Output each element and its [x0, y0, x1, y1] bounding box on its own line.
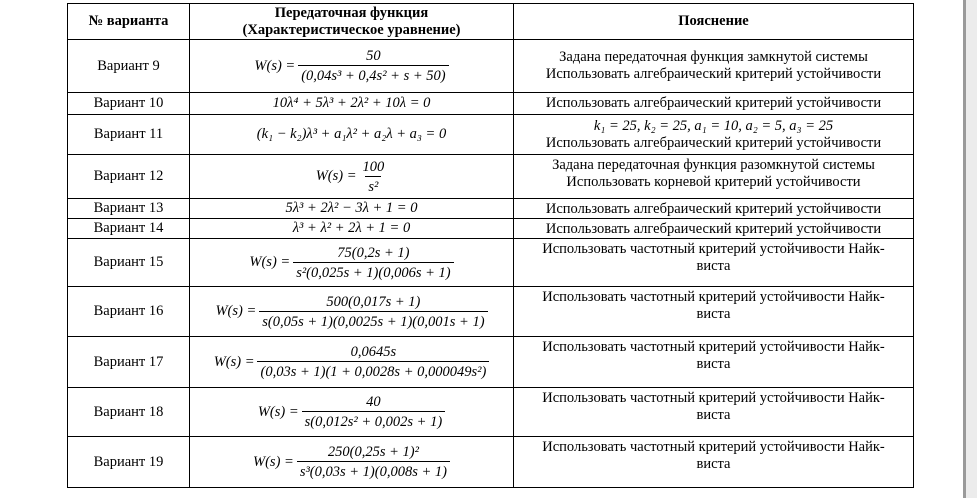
- characteristic-equation: 10λ⁴ + 5λ³ + 2λ² + 10λ = 0: [190, 93, 514, 115]
- explanation-cell: [514, 93, 914, 115]
- variant-cell: Вариант 17: [68, 337, 190, 388]
- fraction: [298, 48, 448, 84]
- variant-cell: Вариант 12: [68, 155, 190, 199]
- denominator: s(0,05s + 1)(0,0025s + 1)(0,001s + 1): [259, 311, 487, 330]
- transfer-function: [190, 337, 514, 388]
- explanation-line: Использовать корневой критерий устойчивости: [566, 174, 861, 190]
- transfer-function: [190, 287, 514, 337]
- table-row: [68, 219, 914, 239]
- header-function-line2: (Характеристическое уравнение): [242, 21, 461, 38]
- explanation-line: виста: [696, 356, 731, 372]
- table-row: [68, 40, 914, 93]
- variant-cell: Вариант 11: [68, 115, 190, 155]
- table-row: [68, 199, 914, 219]
- explanation-line: Использовать частотный критерий устойчивости Найк-: [542, 339, 885, 355]
- numerator: 100: [362, 158, 385, 175]
- explanation-cell: [514, 437, 914, 488]
- header-explanation: Пояснение: [514, 4, 914, 40]
- explanation-line: виста: [696, 258, 731, 274]
- table-row: [68, 388, 914, 437]
- table-row: [68, 115, 914, 155]
- denominator: s²: [365, 176, 381, 195]
- fraction: [259, 294, 487, 330]
- table-row: [68, 337, 914, 388]
- variant-cell: Вариант 13: [68, 199, 190, 219]
- explanation-line: Использовать алгебраический критерий устойчивости: [545, 221, 882, 237]
- explanation-line: Использовать частотный критерий устойчивости Найк-: [542, 289, 885, 305]
- variant-cell: Вариант 9: [68, 40, 190, 93]
- explanation-cell: [514, 337, 914, 388]
- explanation-cell: [514, 40, 914, 93]
- fraction: [302, 394, 446, 430]
- header-function: [190, 4, 514, 40]
- table-row: [68, 239, 914, 287]
- table-row: [68, 287, 914, 337]
- explanation-cell: [514, 239, 914, 287]
- formula-lhs: W(s) =: [249, 254, 291, 270]
- fraction: [297, 444, 450, 480]
- fraction: [360, 159, 388, 195]
- numerator: 50: [366, 48, 381, 64]
- explanation-cell: [514, 155, 914, 199]
- table-header-row: [68, 4, 914, 40]
- characteristic-equation: (k₁ − k₂)λ³ + a₁λ² + a₂λ + a₃ = 0: [190, 115, 514, 155]
- variant-cell: Вариант 18: [68, 388, 190, 437]
- explanation-line: Использовать алгебраический критерий устойчивости: [545, 66, 882, 82]
- numerator: 40: [366, 394, 381, 410]
- characteristic-equation: 5λ³ + 2λ² − 3λ + 1 = 0: [190, 199, 514, 219]
- variant-cell: Вариант 10: [68, 93, 190, 115]
- denominator: s³(0,03s + 1)(0,008s + 1): [297, 461, 450, 480]
- variant-cell: Вариант 14: [68, 219, 190, 239]
- numerator: 250(0,25s + 1)²: [327, 444, 419, 460]
- explanation-line: Задана передаточная функция замкнутой системы: [559, 49, 868, 65]
- explanation-cell: [514, 219, 914, 239]
- explanation-cell: [514, 199, 914, 219]
- formula-lhs: W(s) =: [315, 168, 357, 184]
- table-row: [68, 93, 914, 115]
- formula-lhs: W(s) =: [257, 403, 299, 420]
- numerator: 75(0,2s + 1): [337, 244, 410, 261]
- transfer-function: [190, 388, 514, 437]
- denominator: s²(0,025s + 1)(0,006s + 1): [293, 262, 453, 281]
- explanation-line: Использовать алгебраический критерий устойчивости: [545, 134, 882, 151]
- formula-lhs: W(s) =: [254, 57, 296, 74]
- fraction: [293, 245, 453, 281]
- explanation-line: Использовать частотный критерий устойчивости Найк-: [542, 390, 885, 406]
- explanation-line: Использовать алгебраический критерий устойчивости: [545, 201, 882, 217]
- denominator: (0,04s³ + 0,4s² + s + 50): [298, 65, 448, 84]
- explanation-cell: [514, 388, 914, 437]
- denominator: s(0,012s² + 0,002s + 1): [302, 411, 446, 430]
- table-row: [68, 437, 914, 488]
- transfer-function: [190, 155, 514, 199]
- header-function-line1: Передаточная функция: [274, 4, 429, 21]
- formula-lhs: W(s) =: [213, 353, 255, 370]
- header-variant: № варианта: [68, 4, 190, 40]
- table-row: [68, 155, 914, 199]
- transfer-function: [190, 239, 514, 287]
- explanation-line: виста: [696, 407, 731, 423]
- variant-cell: Вариант 15: [68, 239, 190, 287]
- numerator: 500(0,017s + 1): [326, 293, 421, 310]
- explanation-cell: [514, 115, 914, 155]
- explanation-cell: [514, 287, 914, 337]
- explanation-line: Использовать частотный критерий устойчивости Найк-: [542, 439, 885, 455]
- characteristic-equation: λ³ + λ² + 2λ + 1 = 0: [190, 219, 514, 239]
- parameter-values: k₁ = 25, k₂ = 25, a₁ = 10, a₂ = 5, a₃ = 25: [593, 117, 834, 134]
- explanation-line: Задана передаточная функция разомкнутой системы: [552, 157, 875, 173]
- explanation-line: Использовать алгебраический критерий устойчивости: [545, 95, 882, 111]
- transfer-function: [190, 40, 514, 93]
- explanation-line: виста: [696, 306, 731, 322]
- explanation-line: виста: [696, 456, 731, 472]
- variant-cell: Вариант 19: [68, 437, 190, 488]
- fraction: [257, 344, 489, 380]
- formula-lhs: W(s) =: [253, 453, 294, 470]
- variant-cell: Вариант 16: [68, 287, 190, 337]
- variants-table: [67, 3, 914, 488]
- numerator: 0,0645s: [350, 344, 397, 360]
- explanation-line: Использовать частотный критерий устойчивости Найк-: [542, 241, 885, 257]
- transfer-function: [190, 437, 514, 488]
- page-shadow: [966, 0, 977, 498]
- formula-lhs: W(s) =: [215, 303, 257, 319]
- denominator: (0,03s + 1)(1 + 0,0028s + 0,000049s²): [257, 361, 489, 380]
